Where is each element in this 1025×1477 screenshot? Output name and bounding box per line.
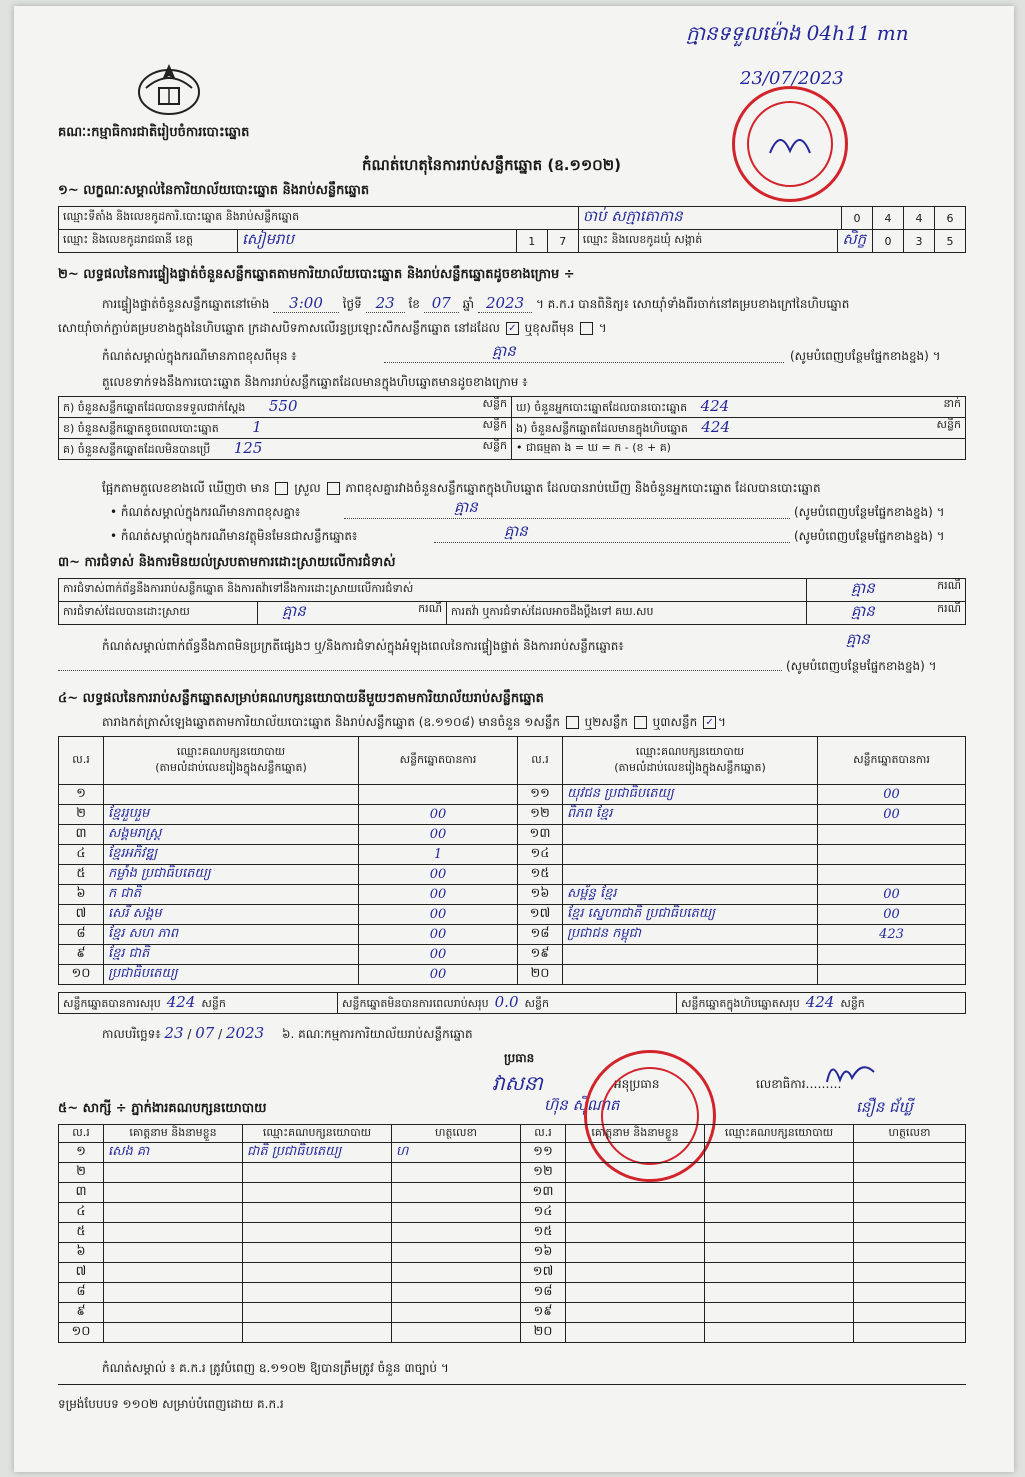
s1-commune-code: 5 xyxy=(935,230,966,253)
table-cell: ៥ xyxy=(76,1224,86,1239)
table-cell: ហ xyxy=(396,1144,409,1159)
table-cell: ៤ xyxy=(76,846,86,861)
table-row xyxy=(59,925,966,945)
table-cell: ១៩ xyxy=(530,946,550,961)
table-cell: ១២ xyxy=(533,1164,553,1179)
table-cell: យុវជន ប្រជាធិបតេយ្យ xyxy=(567,786,674,801)
section2-heading: ២~ លទ្ធផលនៃការផ្ទៀងផ្ទាត់ចំនួនសន្លឹកឆ្នោតតាមការិយាល័យបោះឆ្នោត និងរាប់សន្លឹកឆ្នោតដូចខាងក្រោម ÷ xyxy=(58,267,575,282)
table-cell: ២០ xyxy=(533,1324,553,1339)
table-cell: ៤ xyxy=(76,1204,86,1219)
s1-code-digit: 0 xyxy=(842,207,873,230)
s1-code-digit: 4 xyxy=(873,207,904,230)
table-cell: ៣ xyxy=(75,826,87,841)
section4-heading: ៤~ លទ្ធផលនៃការរាប់សន្លឹកឆ្នោតសម្រាប់គណបក្សនយោបាយនីមួយៗតាមការិយាល័យរាប់សន្លឹកឆ្នោត xyxy=(58,691,544,706)
nec-logo xyxy=(136,58,202,118)
s2-figures-table: ក) ចំនួនសន្លឹកឆ្នោតដែលបានទទួលជាក់ស្តែង 550 សន្លឹក ឃ) ចំនួនអ្នកបោះឆ្នោតដែលបានបោះឆ្នោត 424 នាក់ ខ) ចំនួនសន្លឹកឆ្នោតខូចពេលបោះឆ្នោត 1 សន្លឹក ង) ចំនួនសន្លឹកឆ្នោតដែលមានក្នុងហិបឆ្នោត 424 សន្លឹក គ) ចំនួនសន្លឹកឆ្នោតដែលមិនបានប្រើ 125 សន្លឹក • ជាធម្មតា ង = ឃ = ក - (ខ + គ) xyxy=(58,396,966,460)
table-row xyxy=(59,885,966,905)
s1-code-digit: 6 xyxy=(935,207,966,230)
table-row xyxy=(59,785,966,805)
table-cell: ៨ xyxy=(76,926,86,941)
table-cell: 00 xyxy=(429,927,447,942)
s2-formula: • ជាធម្មតា ង = ឃ = ក - (ខ + គ) xyxy=(512,439,966,460)
table-cell: ខ្មែរ​រួបរួម xyxy=(108,806,150,821)
table-cell: ប្រជាជន កម្ពុជា xyxy=(567,926,642,941)
table-cell: ១៥ xyxy=(530,866,550,881)
secretary-signature: នឿន ជ័ឃ្លី xyxy=(856,1098,913,1116)
table-cell: ១ xyxy=(76,1144,86,1159)
s5-witness-table: ល.រ គោត្តនាម និងនាមខ្លួន ឈ្មោះគណបក្សនយោបាយ ហត្ថលេខា ល.រ គោត្តនាម និងនាមខ្លួន ឈ្មោះគណបក្សនយោបាយ ហត្ថលេខា ១ សេង គា ជាតិ ប្រជាធិបតេយ្យ ហ ១១ ២ ១២ ៣ ១៣ ៤ ១៤ ៥ ១៥ ៦ ១៦ ៧ ១៧ ៨ ១៨ ៩ ១៩ ១០ ២០ xyxy=(58,1124,966,1343)
table-cell: ជាតិ ប្រជាធិបតេយ្យ xyxy=(247,1144,342,1159)
official-stamp-top xyxy=(732,86,848,202)
s1-province-label: ឈ្មោះ និងលេខកូដរាជធានី ខេត្ត xyxy=(59,230,238,253)
deputy-signature: ហ៊ុន ស៊ីណាត xyxy=(544,1096,620,1114)
table-cell: កម្លាំង ប្រជាធិបតេយ្យ xyxy=(108,866,211,881)
s2-difference-note: កំណត់សម្គាល់ក្នុងករណីមានភាពខុសពីមុន ៖ xyxy=(102,349,297,363)
table-cell: ៧ xyxy=(75,1264,87,1279)
table-cell: ១៧ xyxy=(532,1264,554,1279)
table-cell: ១០ xyxy=(71,966,91,981)
s1-commune-code: 0 xyxy=(873,230,904,253)
table-cell: ១១ xyxy=(533,1144,553,1159)
table-row xyxy=(59,1223,966,1243)
table-cell: 00 xyxy=(883,787,900,802)
s1-commune-value: សិក្ខ xyxy=(838,230,873,253)
s1-province-code: 7 xyxy=(547,230,578,253)
s3-note: កំណត់សម្គាល់ពាក់ព័ន្ធនឹងភាពមិនប្រក្រតីផ្សេងៗ ឬ/និងការជំទាស់ក្នុងអំឡុងពេលនៃការផ្ទៀងផ្ទាត់ និងការរាប់សន្លឹកឆ្នោត៖ xyxy=(102,639,624,653)
fill-more-note: (សូមបំពេញបន្ថែមផ្នែកខាងខ្នង) ។ xyxy=(790,349,941,363)
table-cell: ១១ xyxy=(530,786,550,801)
no-difference-checkbox[interactable] xyxy=(327,482,340,495)
three-sheet-checkbox[interactable]: ✓ xyxy=(703,716,716,729)
s1-location-label: ឈ្មោះទីតាំង និងលេខកូដការិ.បោះឆ្នោត និងរាប់សន្លឹកឆ្នោត xyxy=(59,207,579,230)
table-cell: ខ្មែរ សហ ភាព xyxy=(108,926,179,941)
table-cell: ១៨ xyxy=(530,926,550,941)
table-row xyxy=(59,1203,966,1223)
s3-objection-table: ការជំទាស់ពាក់ព័ន្ធនឹងការរាប់សន្លឹកឆ្នោត និងការតវ៉ាទៅនឹងការដោះស្រាយលើការជំទាស់ គ្មាន ករណី ការជំទាស់ដែលបានដោះស្រាយ គ្មាន ករណី ការតវ៉ា ឬការជំទាស់ដែលអាចដឹងប្តឹងទៅ គឃ.សប គ្មាន ករណី xyxy=(58,578,966,625)
table-row xyxy=(59,1303,966,1323)
document-page xyxy=(14,6,1014,1472)
s4-intro: តារាងកត់ត្រាសំឡេងឆ្នោតតាមការិយាល័យបោះឆ្នោត និងរាប់សន្លឹកឆ្នោត (ឧ.១១០៨) មានចំនួន ១សន្លឹក ឬ២សន្លឹក ឬ៣សន្លឹក ✓ ។ xyxy=(102,715,726,729)
table-row xyxy=(59,805,966,825)
has-difference-checkbox[interactable] xyxy=(275,482,288,495)
table-cell: 00 xyxy=(429,967,447,982)
table-cell: សង្គមរាស្ត្រ xyxy=(108,826,162,841)
footer-form-note: ទម្រង់បែបបទ ១១០២ សម្រាប់បំពេញដោយ គ.ក.រ xyxy=(58,1397,284,1411)
s1-location-value: ចាប់ សក្មាតោកាន xyxy=(578,207,841,230)
table-cell: 00 xyxy=(429,827,447,842)
secretary-sig-mark xyxy=(822,1056,882,1092)
table-cell: ៣ xyxy=(75,1184,87,1199)
table-cell: ១៦ xyxy=(533,1244,553,1259)
table-cell: ១៤ xyxy=(530,846,550,861)
s2-difference-value: គ្មាន xyxy=(492,342,516,360)
s2-note1-value: គ្មាន xyxy=(454,498,478,516)
same-checkbox[interactable]: ✓ xyxy=(506,322,519,335)
table-row xyxy=(59,865,966,885)
s1-province-value: សៀមរាប xyxy=(238,230,517,253)
table-cell: ខ្មែរ ស្នេហាជាតិ ប្រជាធិបតេយ្យ xyxy=(567,906,716,921)
table-row xyxy=(59,1283,966,1303)
s1-commune-code: 3 xyxy=(904,230,935,253)
table-cell: 00 xyxy=(883,887,900,902)
s1-province-code: 1 xyxy=(516,230,547,253)
chair-signature: វាសនា xyxy=(492,1071,543,1095)
receipt-note: ក្មានទទួលម៉ោង 04h11 mn xyxy=(686,21,909,45)
table-row xyxy=(59,825,966,845)
agency-name: គណៈ:កម្មាធិការជាតិរៀបចំការបោះឆ្នោត xyxy=(58,125,250,140)
table-cell: ក ជាតិ xyxy=(108,886,142,901)
table-cell: ៩ xyxy=(76,946,86,961)
table-row xyxy=(59,1163,966,1183)
table-cell: ខ្មែរ ជាតិ xyxy=(108,946,150,961)
table-cell: 00 xyxy=(429,807,447,822)
table-cell: ៥ xyxy=(76,866,86,881)
secretary-label: លេខាធិការ……… xyxy=(756,1077,842,1091)
table-row xyxy=(59,1143,966,1163)
table-cell: ២ xyxy=(76,806,86,821)
table-row xyxy=(59,945,966,965)
chair-label: ប្រធាន xyxy=(504,1051,535,1065)
table-row xyxy=(59,1323,966,1343)
s2-note1: • កំណត់សម្គាល់ក្នុងករណីមានភាពខុសគ្នា៖ xyxy=(110,505,301,519)
table-cell: ១៩ xyxy=(533,1304,553,1319)
table-cell: 423 xyxy=(879,927,904,942)
table-cell: ៦ xyxy=(76,1244,86,1259)
receipt-date: 23/07/2023 xyxy=(740,68,844,89)
s1-commune-label: ឈ្មោះ និងលេខកូដឃុំ សង្កាត់ xyxy=(578,230,838,253)
table-cell: ២ xyxy=(76,1164,86,1179)
table-row xyxy=(59,845,966,865)
s4-results-table: ល.រ ឈ្មោះគណបក្សនយោបាយ (តាមលំដាប់លេខរៀងក្នុងសន្លឹកឆ្នោត) សន្លឹកឆ្នោតបានការ ល.រ ឈ្មោះគណបក្សនយោបាយ (តាមលំដាប់លេខរៀងក្នុងសន្លឹកឆ្នោត) សន្លឹកឆ្នោតបានការ ១ ១១ យុវជន ប្រជាធិបតេយ្យ 00 ២ ខ្មែរ​រួបរួម 00 ១២ ពិភព ខ្មែរ 00 ៣ សង្គមរាស្ត្រ 00 ១៣ ៤ ខ្មែរអភិវឌ្ឍ 1 ១៤ ៥ កម្លាំង ប្រជាធិបតេយ្យ 00 ១៥ ៦ ក ជាតិ 00 ១៦ សម្ព័ន្ធ ខ្មែរ 00 ៧ សេរី សង្គម 00 ១៧ ខ្មែរ ស្នេហាជាតិ ប្រជាធិបតេយ្យ 00 ៨ ខ្មែរ សហ ភាព 00 ១៨ ប្រជាជន កម្ពុជា 423 ៩ ខ្មែរ ជាតិ 00 ១៩ ១០ ប្រជាធិបតេយ្យ 00 ២០ xyxy=(58,736,966,985)
fill-more-note: (សូមបំពេញបន្ថែមផ្នែកខាងខ្នង) ។ xyxy=(794,505,945,519)
s1-code-digit: 4 xyxy=(904,207,935,230)
table-cell: ១៦ xyxy=(530,886,550,901)
table-cell: 00 xyxy=(429,887,447,902)
table-cell: ៦ xyxy=(76,886,86,901)
table-cell: ១៨ xyxy=(533,1284,553,1299)
table-cell: ១៥ xyxy=(533,1224,553,1239)
section5-heading: ៥~ សាក្សី ÷ ភ្នាក់ងារគណបក្សនយោបាយ xyxy=(58,1101,267,1116)
table-row xyxy=(59,1263,966,1283)
table-cell: សម្ព័ន្ធ ខ្មែរ xyxy=(567,886,617,901)
s2-note2: • កំណត់សម្គាល់ក្នុងករណីមានវត្ថុមិនមែនជាសន្លឹកឆ្នោត៖ xyxy=(110,529,358,543)
deputy-label: អនុប្រធាន xyxy=(614,1077,660,1091)
table-row xyxy=(59,1183,966,1203)
table-cell: ១៤ xyxy=(533,1204,553,1219)
table-cell: ១០ xyxy=(71,1324,91,1339)
table-cell: ប្រជាធិបតេយ្យ xyxy=(108,966,178,981)
s4-totals-table: សន្លឹកឆ្នោតបានការសរុប 424 សន្លឹក សន្លឹកឆ្នោតមិនបានការពេលរាប់សរុប 0.0 សន្លឹក សន្លឹកឆ្នោតក្នុងហិបឆ្នោតសរុប 424 សន្លឹក xyxy=(58,992,966,1014)
table-cell: ១២ xyxy=(530,806,550,821)
table-cell: ៨ xyxy=(76,1284,86,1299)
s2-note2-value: គ្មាន xyxy=(504,522,528,540)
s2-verification-line: ការផ្ទៀងផ្ទាត់ចំនួនសន្លឹកឆ្នោតនៅម៉ោង 3:00 ថ្ងៃទី 23 ខែ 07 ឆ្នាំ 2023 ។ គ.ក.រ បានពិនិត្យ៖ សោយ៉ាំទាំងពីរចាក់នៅគម្របខាងក្រៅនៃហិបឆ្នោត xyxy=(102,294,850,312)
form-title: កំណត់ហេតុនៃការរាប់សន្លឹកឆ្នោត (ឧ.១១០២) xyxy=(362,156,622,174)
s3-note-value: គ្មាន xyxy=(846,630,870,648)
footer-note: កំណត់សម្គាល់ ៖ គ.ក.រ ត្រូវបំពេញ ឧ.១១០២ ឱ្យបានត្រឹមត្រូវ ចំនួន ៣ច្បាប់ ។ xyxy=(102,1361,449,1375)
table-row xyxy=(59,1243,966,1263)
s4-date: កាលបរិច្ឆេទ៖ 23 / 07 / 2023 ៦. គណៈកម្មការការិយាល័យរាប់សន្លឹកឆ្នោត xyxy=(102,1024,473,1042)
table-cell: 00 xyxy=(883,907,900,922)
table-cell: ៧ xyxy=(75,906,87,921)
one-sheet-checkbox[interactable] xyxy=(566,716,579,729)
section1-table xyxy=(58,206,966,253)
section3-heading: ៣~ ការជំទាស់ និងការមិនយល់ស្របតាមការដោះស្រាយលើការជំទាស់ xyxy=(58,555,396,570)
table-cell: 00 xyxy=(883,807,900,822)
table-cell: 00 xyxy=(429,947,447,962)
table-cell: ១៣ xyxy=(532,1184,554,1199)
table-cell: ១៣ xyxy=(529,826,551,841)
s2-figures-intro: តួលេខទាក់ទងនឹងការបោះឆ្នោត និងការរាប់សន្លឹកឆ្នោតដែលមានក្នុងហិបឆ្នោតមានដូចខាងក្រោម ៖ xyxy=(102,375,528,389)
table-cell: សេង គា xyxy=(108,1144,150,1159)
section1-heading: ១~ លក្ខណៈសម្គាល់នៃការិយាល័យបោះឆ្នោត និងរាប់សន្លឹកឆ្នោត xyxy=(58,183,370,198)
s2-seal-line: សោយ៉ាំចាក់ភ្ជាប់គម្របខាងក្នុងនៃហិបឆ្នោត ក្រដាសបិទភាសលើរន្ធប្រឡោះសឺកសន្លឹកឆ្នោត នៅដដែល ✓ ឬខុសពីមុន ។ xyxy=(58,321,607,335)
two-sheet-checkbox[interactable] xyxy=(634,716,647,729)
table-cell: 00 xyxy=(429,867,447,882)
table-cell: ពិភព ខ្មែរ xyxy=(567,806,613,821)
table-cell: ៩ xyxy=(76,1304,86,1319)
table-cell: 1 xyxy=(433,847,443,862)
table-row xyxy=(59,905,966,925)
table-cell: ខ្មែរអភិវឌ្ឍ xyxy=(108,846,158,861)
table-cell: សេរី សង្គម xyxy=(108,906,162,921)
table-cell: ១ xyxy=(76,786,86,801)
fill-more-note: (សូមបំពេញបន្ថែមផ្នែកខាងខ្នង) ។ xyxy=(794,529,945,543)
table-cell: ១៧ xyxy=(529,906,551,921)
table-row xyxy=(59,965,966,985)
different-checkbox[interactable] xyxy=(580,322,593,335)
fill-more-note: (សូមបំពេញបន្ថែមផ្នែកខាងខ្នង) ។ xyxy=(786,659,937,673)
table-cell: ២០ xyxy=(530,966,550,981)
table-cell: 00 xyxy=(429,907,447,922)
s2-difference-check: ផ្អែកតាមតួលេខខាងលើ ឃើញថា មាន ស្រួល ភាពខុសគ្នារវាងចំនួនសន្លឹកឆ្នោតក្នុងហិបឆ្នោត ដែលបានរាប់ឃើញ និងចំនួនអ្នកបោះឆ្នោត ដែលបានបោះឆ្នោត xyxy=(102,481,821,495)
